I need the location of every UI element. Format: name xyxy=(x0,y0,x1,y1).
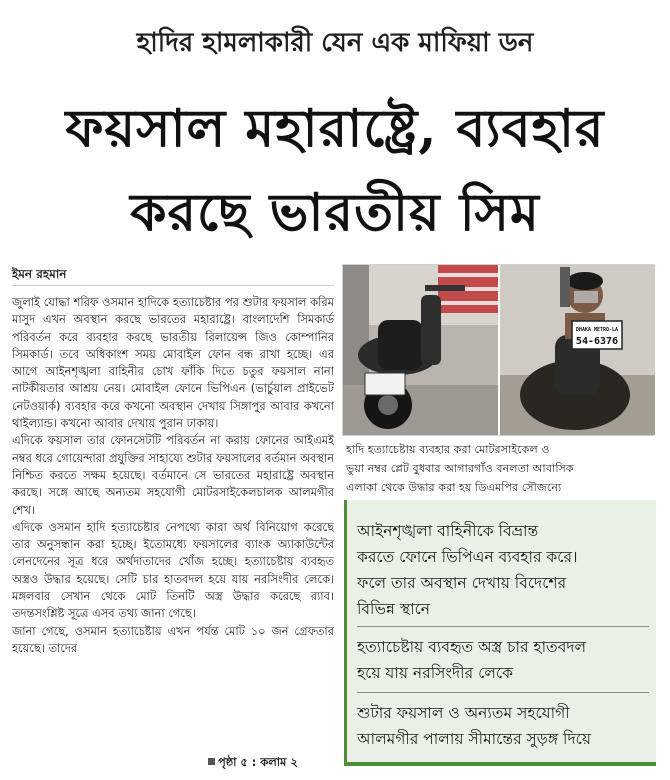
pullquote-vpn xyxy=(357,518,649,622)
byline-divider xyxy=(12,285,334,286)
suspect-image xyxy=(500,265,655,435)
body-paragraph: এদিকে ওসমান হাদি হত্যাচেষ্টার নেপথ্যে কারা অর্থ বিনিয়োগ করেছে তার অনুসন্ধান করা হচ্ছে। ইতোমধ্যে ফয়সালের ব্যাংক অ্যাকাউন্টের লেনদেনের সূত্র ধরে অর্থদাতাদের খোঁজ হচ্ছে। হত্যাচেষ্টায় ব্যবহৃত অস্ত্রও উদ্ধার হয়েছে। সেটি চার হাতবদল হয়ে যায় নরসিংদীর লেকে। মঙ্গলবার সেখান থেকে মোট তিনটি অস্ত্র উদ্ধার করেছে র‍্যাব। তদন্তসংশ্লিষ্ট সূত্রে এসব তথ্য জানা গেছে। xyxy=(12,519,334,621)
main-headline-line-2: করছে ভারতীয় সিম xyxy=(130,182,540,243)
sidebar-divider xyxy=(357,692,649,693)
caption-line: এলাকা থেকে উদ্ধার করা হয় ডিএমপির সৌজন্যে xyxy=(346,481,562,494)
caption-line: হাদি হত্যাচেষ্টায় ব্যবহার করা মোটরসাইকেল ও xyxy=(346,443,550,456)
pullquote-line: ফলে তার অবস্থান দেখায় বিদেশের xyxy=(357,574,567,592)
plate-line-2: 54-6376 xyxy=(575,336,619,347)
body-paragraph: জানা গেছে, ওসমান হত্যাচেষ্টায় এখন পর্যন্ত মোট ১০ জন গ্রেফতার হয়েছে। তাদের xyxy=(12,623,334,655)
suspect-photo xyxy=(500,265,655,435)
highlights-sidebar xyxy=(344,500,656,766)
motorcycle-photo xyxy=(343,265,498,435)
pullquote-border-tunnel xyxy=(357,700,649,752)
pullquote-line: করতে ফোনে ভিপিএন ব্যবহার করে। xyxy=(357,548,578,566)
pullquote-line: বিভিন্ন স্থানে xyxy=(357,600,431,618)
continuation-label: পৃষ্ঠা ৫ : কলাম ২ xyxy=(218,755,298,769)
pullquote-line: শুটার ফয়সাল ও অন্যতম সহযোগী xyxy=(357,704,570,722)
article-body xyxy=(12,294,334,770)
continuation-reference xyxy=(205,754,298,773)
body-paragraph: এদিকে ফয়সাল তার ফোনসেটটি পরিবর্তন না করায় ফোনের আইএমই নম্বর ধরে গোয়েন্দারা প্রযুক্তির সাহায্যে শুটার ফয়সালের বর্তমান অবস্থান নিশ্চিত করতে সক্ষম হয়েছে। বর্তমানে সে ভারতের মহারাষ্ট্রে অবস্থান করছে। সঙ্গে আছে অন্যতম সহযোগী মোটরসাইকেলচালক আলমগীর শেখ। xyxy=(12,433,334,517)
pullquote-line: আইনশৃঙ্খলা বাহিনীকে বিভ্রান্ত xyxy=(357,522,539,540)
plate-line-1: DHAKA METRO-LA xyxy=(575,327,619,333)
caption-line: ভুয়া নম্বর প্লেট বুধবার আগারগাঁও বনলতা আবাসিক xyxy=(346,462,574,475)
main-headline-line-1: ফয়সাল মহারাষ্ট্রে, ব্যবহার xyxy=(65,98,605,159)
motorcycle-image xyxy=(343,265,498,435)
photo-caption xyxy=(346,440,658,497)
pullquote-line: হত্যাচেষ্টায় ব্যবহৃত অস্ত্র চার হাতবদল xyxy=(357,638,587,656)
pullquote-line: হয়ে যায় নরসিংদীর লেকে xyxy=(357,664,513,682)
kicker-headline: হাদির হামলাকারী যেন এক মাফিয়া ডন xyxy=(136,28,534,58)
square-bullet-icon xyxy=(208,758,215,765)
sidebar-divider xyxy=(357,626,649,627)
body-paragraph: জুলাই যোদ্ধা শরিফ ওসমান হাদিকে হত্যাচেষ্টার পর শুটার ফয়সাল করিম মাসুদ এখন অবস্থান করছে ভারতের মহারাষ্ট্রে। বাংলাদেশি সিমকার্ড পরিবর্তন করে ব্যবহার করছে ভারতীয় রিলায়েন্স জিও কোম্পানির সিমকার্ড। তবে অধিকাংশ সময় মোবাইল ফোন বন্ধ রাখা হচ্ছে। এর আগে আইনশৃঙ্খলা বাহিনীর চোখ ফাঁকি দিতে চতুর ফয়সাল নানা নাটকীয়তার আশ্রয় নেয়। মোবাইল ফোনে ভিপিএন (ভার্চুয়াল প্রাইভেট নেটওয়ার্ক) ব্যবহার করে কখনো অবস্থান দেখায় সিঙ্গাপুর আবার কখনো থাইল্যান্ড। কখনো আবার দেখায় পুরান ঢাকায়। xyxy=(12,295,334,431)
pullquote-weapon xyxy=(357,634,649,686)
byline: ইমন রহমান xyxy=(12,267,67,281)
photo-panel xyxy=(342,264,654,436)
number-plate xyxy=(572,321,622,349)
pullquote-line: আলমগীর পালায় সীমান্তের সুড়ঙ্গ দিয়ে xyxy=(357,730,591,748)
